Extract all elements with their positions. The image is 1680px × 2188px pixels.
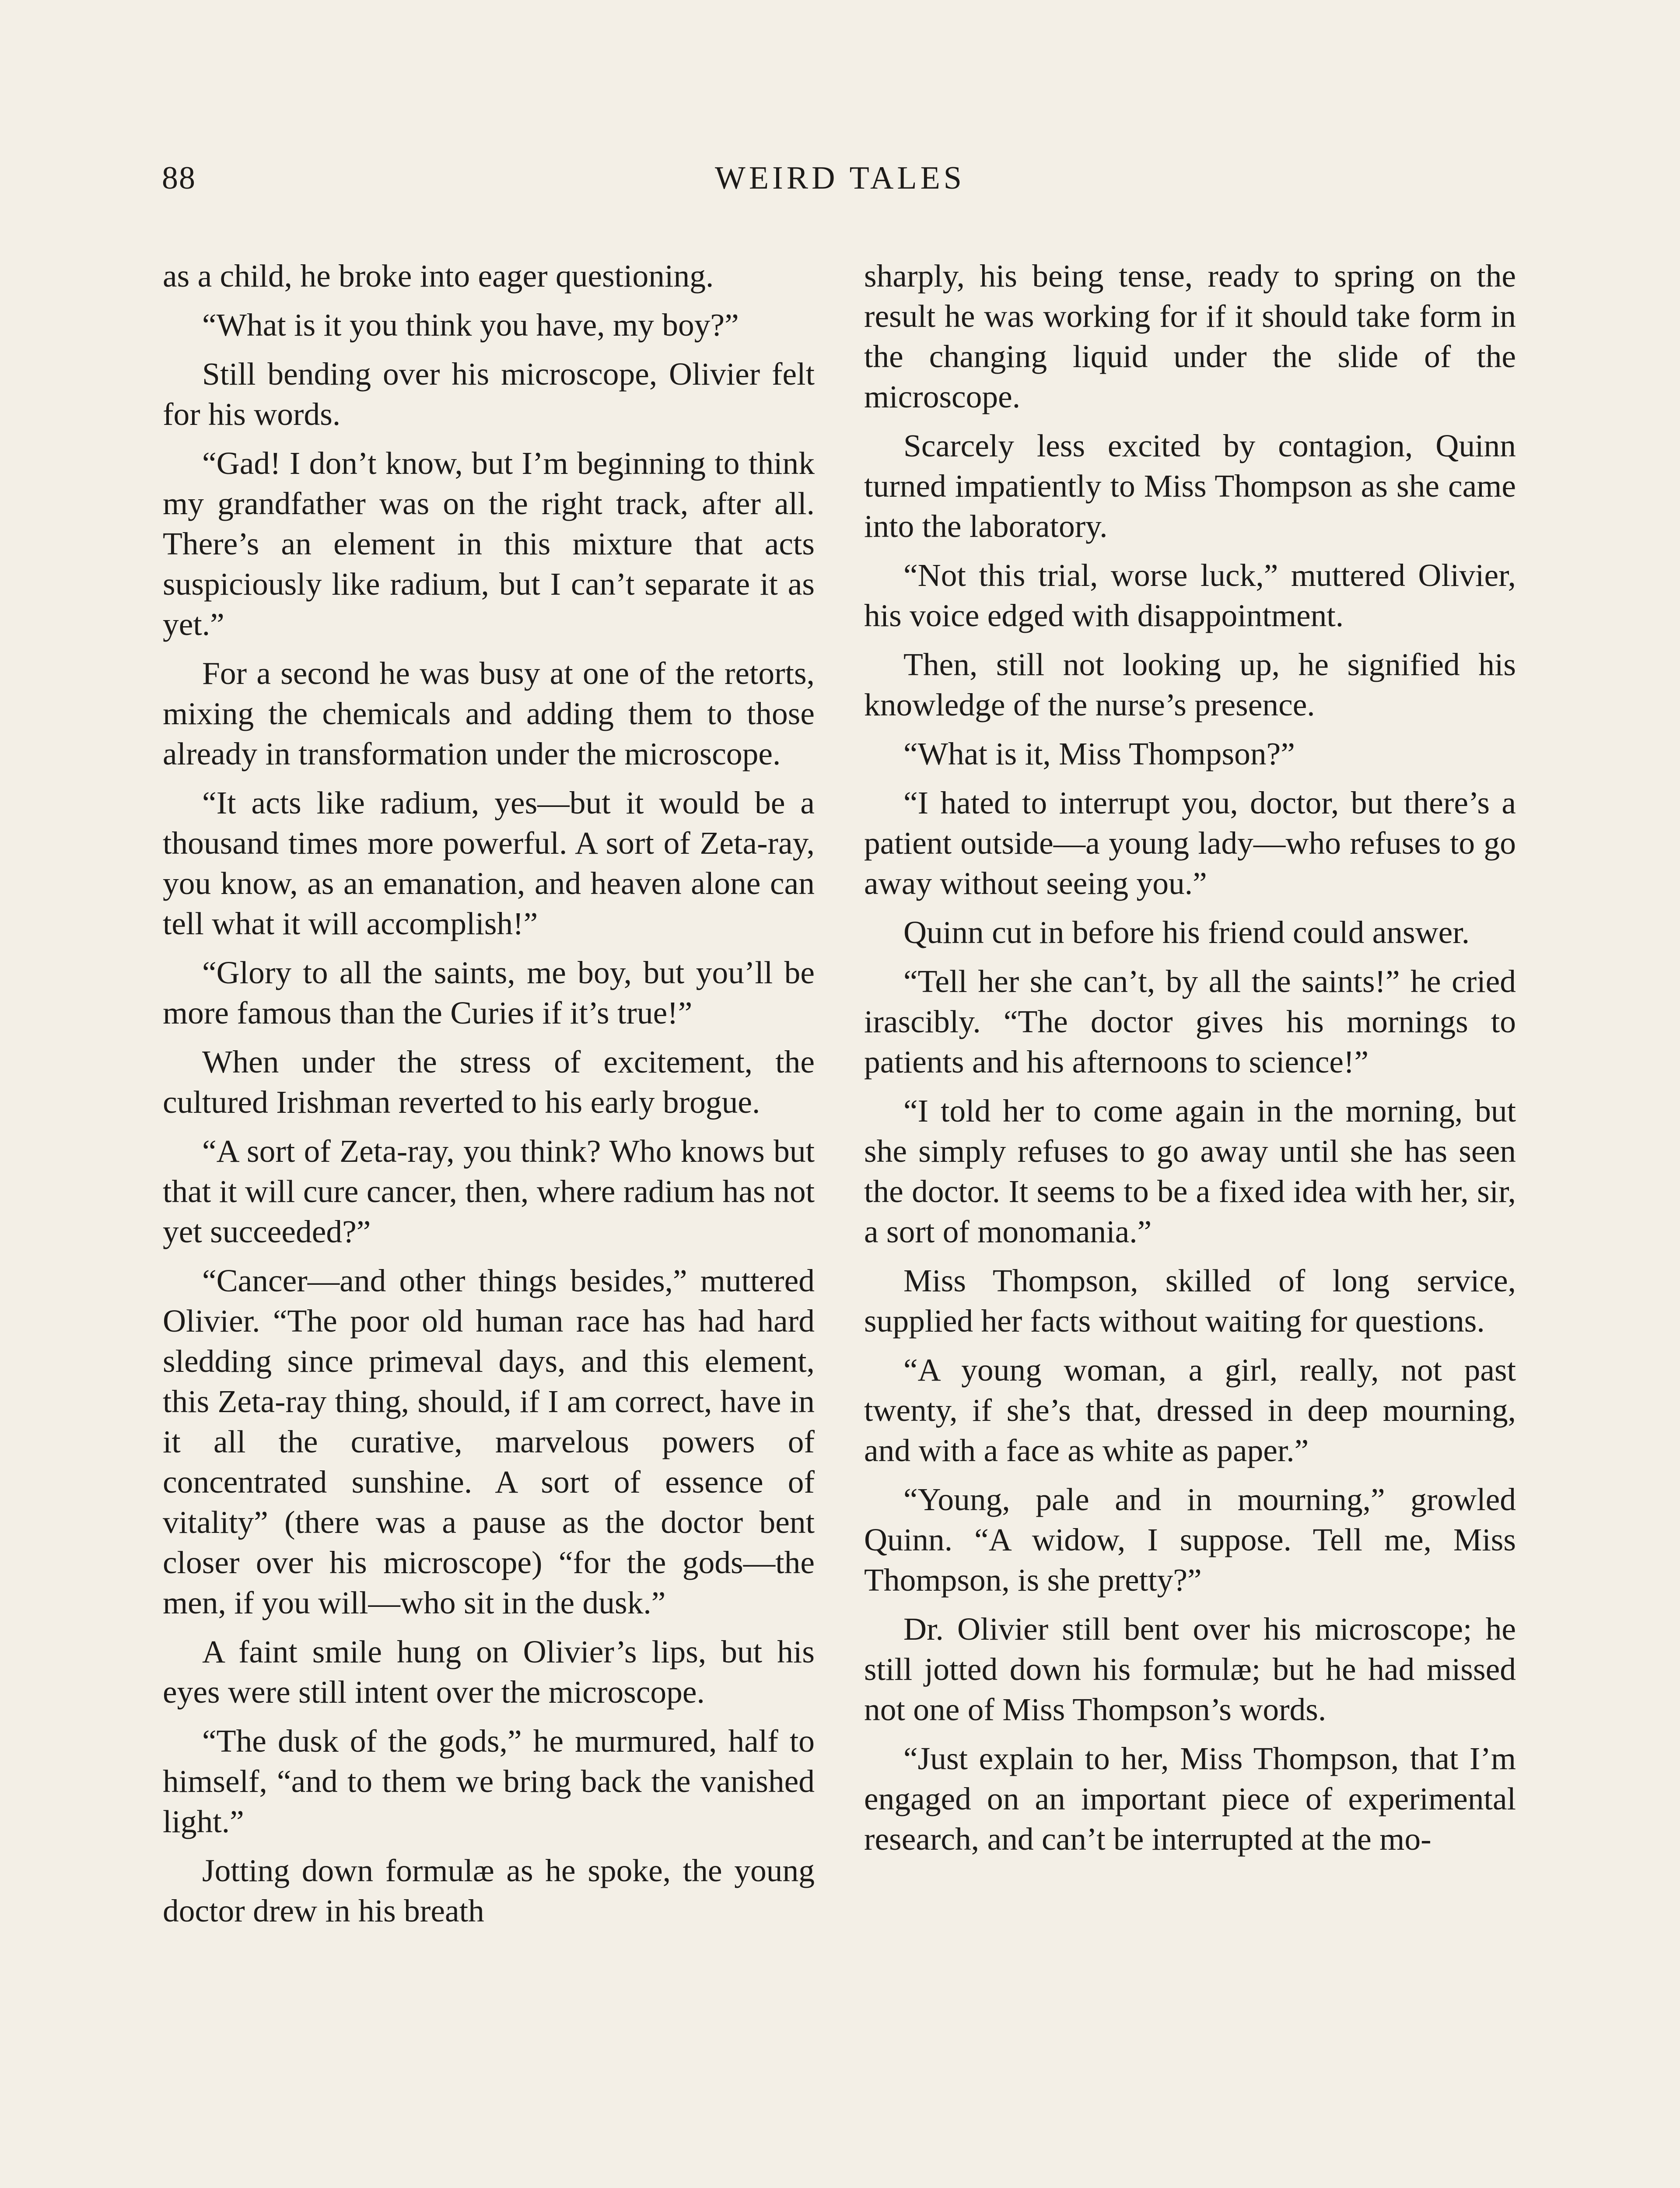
paragraph: “What is it you think you have, my boy?” xyxy=(202,307,739,343)
running-title: WEIRD TALES xyxy=(715,160,965,196)
paragraph: Quinn cut in before his friend could answer. xyxy=(903,915,1470,950)
paragraph: “Cancer—and other things besides,” muttered Olivier. “The poor old human race has had hard sledding since primeval days, and this element, this Zeta-ray thing, should, if I am correct, have in it all the curative, marvelous powers of concentrated sunshine. A sort of essence of vitality” (there was a pause as the doctor bent closer over his microscope) “for the gods—the men, if you will—who sit in the dusk.” xyxy=(163,1263,815,1620)
paragraph: When under the stress of excitement, the cultured Irishman reverted to his early brogue. xyxy=(163,1044,815,1120)
page-number: 88 xyxy=(162,160,196,196)
paragraph: Then, still not looking up, he signified his knowledge of the nurse’s presence. xyxy=(864,647,1516,722)
paragraph: “A sort of Zeta-ray, you think? Who knows but that it will cure cancer, then, where radium has not yet succeeded?” xyxy=(163,1133,815,1249)
paragraph: Jotting down formulæ as he spoke, the young doctor drew in his breath xyxy=(163,1853,815,1929)
paragraph: Miss Thompson, skilled of long service, supplied her facts without waiting for questions. xyxy=(864,1263,1516,1339)
paragraph: “I told her to come again in the morning, but she simply refuses to go away until she has seen the doctor. It seems to be a fixed idea with her, sir, a sort of monomania.” xyxy=(864,1093,1516,1249)
paragraph: For a second he was busy at one of the retorts, mixing the chemicals and adding them to those already in transformation under the microscope. xyxy=(163,656,815,771)
paragraph: A faint smile hung on Olivier’s lips, but his eyes were still intent over the microscope. xyxy=(163,1634,815,1710)
paragraph: “Tell her she can’t, by all the saints!” he cried irascibly. “The doctor gives his mornings to patients and his afternoons to science!” xyxy=(864,964,1516,1080)
paragraph: “Young, pale and in mourning,” growled Quinn. “A widow, I suppose. Tell me, Miss Thompson, is she pretty?” xyxy=(864,1482,1516,1598)
paragraph: “Gad! I don’t know, but I’m beginning to think my grandfather was on the right track, after all. There’s an element in this mixture that acts suspiciously like radium, but I can’t separate it as yet.” xyxy=(163,445,815,642)
paragraph: “I hated to interrupt you, doctor, but there’s a patient outside—a young lady—who refuses to go away without seeing you.” xyxy=(864,785,1516,901)
paragraph: Scarcely less excited by contagion, Quinn turned impatiently to Miss Thompson as she came into the laboratory. xyxy=(864,428,1516,544)
paragraph: “The dusk of the gods,” he murmured, half to himself, “and to them we bring back the vanished light.” xyxy=(163,1723,815,1839)
paragraph: “It acts like radium, yes—but it would be a thousand times more powerful. A sort of Zeta-ray, you know, as an emanation, and heaven alone can tell what it will accomplish!” xyxy=(163,785,815,941)
paragraph: “What is it, Miss Thompson?” xyxy=(903,736,1295,771)
paragraph: Dr. Olivier still bent over his microscope; he still jotted down his formulæ; but he had missed not one of Miss Thompson’s words. xyxy=(864,1611,1516,1727)
paragraph: “Just explain to her, Miss Thompson, that I’m engaged on an important piece of experimental research, and can’t be interrupted at the mo- xyxy=(864,1741,1516,1857)
paragraph: Still bending over his microscope, Olivier felt for his words. xyxy=(163,356,815,432)
right-column xyxy=(864,256,1516,1868)
paragraph: as a child, he broke into eager questioning. xyxy=(163,258,714,294)
paragraph: “Glory to all the saints, me boy, but you’ll be more famous than the Curies if it’s true!” xyxy=(163,955,815,1031)
left-column xyxy=(163,256,815,1940)
page-header xyxy=(162,160,1518,208)
paragraph: sharply, his being tense, ready to spring on the result he was working for if it should take form in the changing liquid under the slide of the microscope. xyxy=(864,258,1516,414)
paragraph: “A young woman, a girl, really, not past twenty, if she’s that, dressed in deep mourning, and with a face as white as paper.” xyxy=(864,1352,1516,1468)
paragraph: “Not this trial, worse luck,” muttered Olivier, his voice edged with disappointment. xyxy=(864,558,1516,633)
